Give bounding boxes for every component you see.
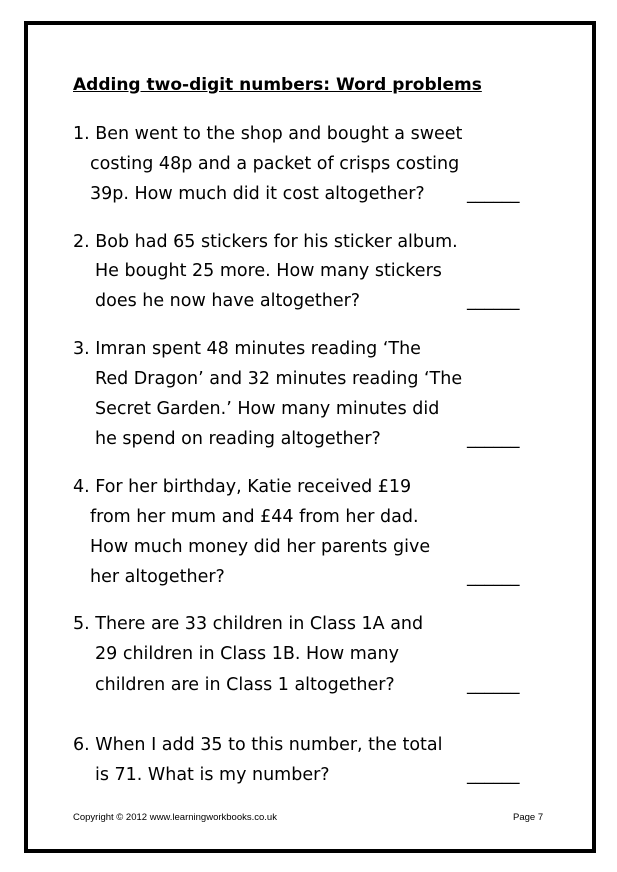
q5-line-2: 29 children in Class 1B. How many [95,644,399,664]
q3-line-3: Secret Garden.’ How many minutes did [95,399,440,419]
q6-answer-blank[interactable]: ______ [467,765,520,785]
q1-line-3: 39p. How much did it cost altogether? [90,184,425,204]
q4-answer-blank[interactable]: ______ [467,567,520,587]
q5-line-1: 5. There are 33 children in Class 1A and [73,614,424,634]
q4-line-3: How much money did her parents give [90,537,431,557]
page-number: Page 7 [513,812,544,823]
q4-line-2: from her mum and £44 from her dad. [90,507,419,527]
q2-line-2: He bought 25 more. How many stickers [95,261,442,281]
q1-answer-blank[interactable]: ______ [467,184,520,204]
worksheet-title: Adding two-digit numbers: Word problems [73,75,482,95]
q1-line-2: costing 48p and a packet of crisps costing [90,154,460,174]
q2-line-3: does he now have altogether? [95,291,361,311]
q6-line-2: is 71. What is my number? [95,765,330,785]
q3-line-1: 3. Imran spent 48 minutes reading ‘The [73,339,421,359]
q5-line-3: children are in Class 1 altogether? [95,675,395,695]
q3-line-4: he spend on reading altogether? [95,429,381,449]
q4-line-1: 4. For her birthday, Katie received £19 [73,477,412,497]
q5-answer-blank[interactable]: ______ [467,675,520,695]
q2-answer-blank[interactable]: ______ [467,291,520,311]
q4-line-4: her altogether? [90,567,225,587]
copyright-footer: Copyright © 2012 www.learningworkbooks.co.uk [73,812,277,823]
q3-answer-blank[interactable]: ______ [467,429,520,449]
q1-line-1: 1. Ben went to the shop and bought a sweet [73,124,463,144]
q6-line-1: 6. When I add 35 to this number, the total [73,735,443,755]
q2-line-1: 2. Bob had 65 stickers for his sticker album. [73,232,458,252]
q3-line-2: Red Dragon’ and 32 minutes reading ‘The [95,369,463,389]
